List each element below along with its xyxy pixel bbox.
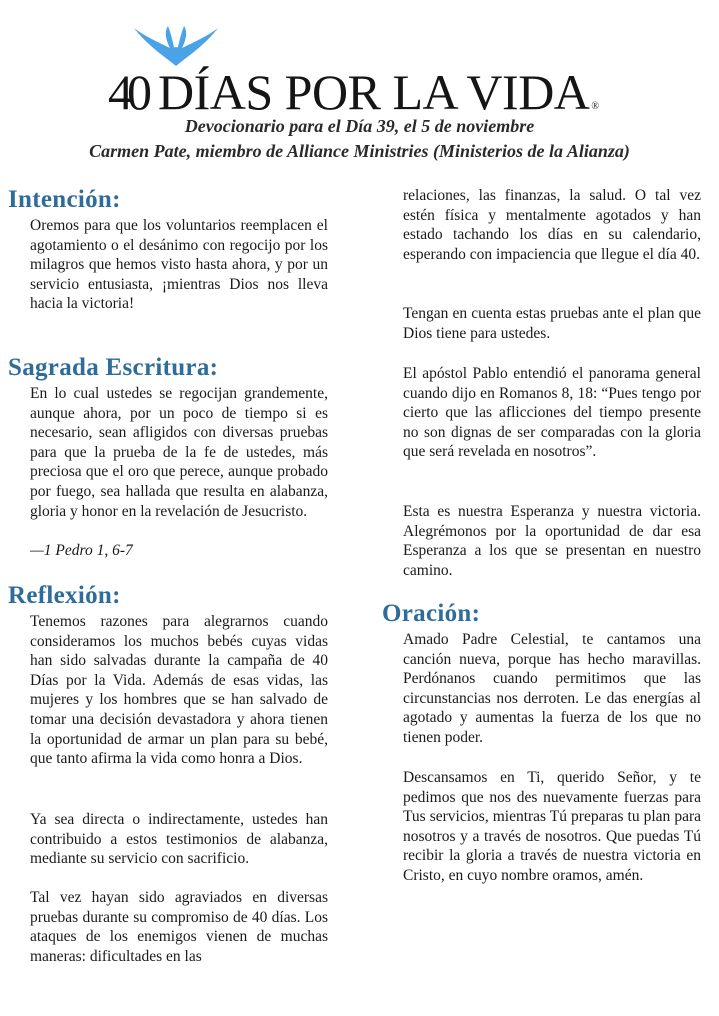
reflexion-p1: Tenemos razones para alegrarnos cuando consideramos los muchos bebés cuyas vidas han sido salvadas durante la campaña de 40 Días por la Vida. Además de esas vidas, las mujeres y los hombres que se han salvado de tomar una decisión devastadora y ahora tienen la oportunidad de armar un plan para su bebé, que tanto afirma la vida como honra a Dios.: [30, 613, 328, 768]
reflexion-p5: El apóstol Pablo entendió el panorama general cuando dijo en Romanos 8, 18: “Pues tengo por cierto que las aflicciones del tiempo presente no son dignas de ser comparadas con la gloria que será revelada en nosotros”.: [403, 365, 701, 461]
reflexion-p2: Ya sea directa o indirectamente, ustedes han contribuido a estos testimonios de alabanza, mediante su servicio con sacrificio.: [30, 811, 328, 868]
reflexion-p4: Tengan en cuenta estas pruebas ante el plan que Dios tiene para ustedes.: [403, 305, 701, 342]
reflexion-p3-continued: relaciones, las finanzas, la salud. O tal vez estén física y mentalmente agotados y han estado tachando los días en su calendario, esperando con impaciencia que llegue el día 40.: [403, 187, 701, 263]
logo-number: 40: [108, 64, 146, 120]
subtitle-author: Carmen Pate, miembro de Alliance Ministries (Ministerios de la Alianza): [89, 141, 630, 161]
heading-reflexion: Reflexión:: [8, 582, 121, 609]
reflexion-p3: Tal vez hayan sido agraviados en diversas pruebas durante su compromiso de 40 días. Los ataques de los enemigos vienen de muchas maneras: dificultades en las: [30, 889, 328, 965]
registered-mark: ®: [591, 101, 599, 112]
escritura-citation: —1 Pedro 1, 6-7: [30, 542, 133, 559]
heading-oracion: Oración:: [382, 600, 481, 627]
heading-escritura: Sagrada Escritura:: [8, 354, 219, 381]
escritura-text: En lo cual ustedes se regocijan grandemente, aunque ahora, por un poco de tiempo si es necesario, sean afligidos con diversas pruebas para que la prueba de la fe de ustedes, más preciosa que el oro que perece, aunque probado por fuego, sea hallada que resulta en alabanza, gloria y honor en la revelación de Jesucristo.: [30, 385, 328, 520]
subtitle-date: Devocionario para el Día 39, el 5 de noviembre: [184, 116, 535, 136]
oracion-p2: Descansamos en Ti, querido Señor, y te pedimos que nos des nuevamente fuerzas para Tus servicios, mientras Tú preparas tu plan para nosotros y a través de nosotros. Que puedas Tú recibir la gloria a través de nuestra victoria en Cristo, en cuyo nombre oramos, amén.: [403, 769, 701, 884]
logo-title: DÍAS POR LA VIDA: [158, 64, 590, 120]
logo: [108, 22, 628, 120]
oracion-p1: Amado Padre Celestial, te cantamos una canción nueva, porque has hecho maravillas. Perdónanos cuando permitimos que las circunstancias nos derroten. Le das energías al agotado y aumentas la fuerza de los que no tienen poder.: [403, 631, 701, 746]
intencion-text: Oremos para que los voluntarios reemplacen el agotamiento o el desánimo con regocijo por los milagros que hemos visto hasta ahora, y por un servicio entusiasta, ¡mientras Dios nos lleva hacia la victoria!: [30, 217, 328, 313]
heading-intencion: Intención:: [8, 186, 121, 213]
reflexion-p6: Esta es nuestra Esperanza y nuestra victoria. Alegrémonos por la oportunidad de dar esa Esperanza a los que se presentan en nuestro camino.: [403, 503, 701, 579]
